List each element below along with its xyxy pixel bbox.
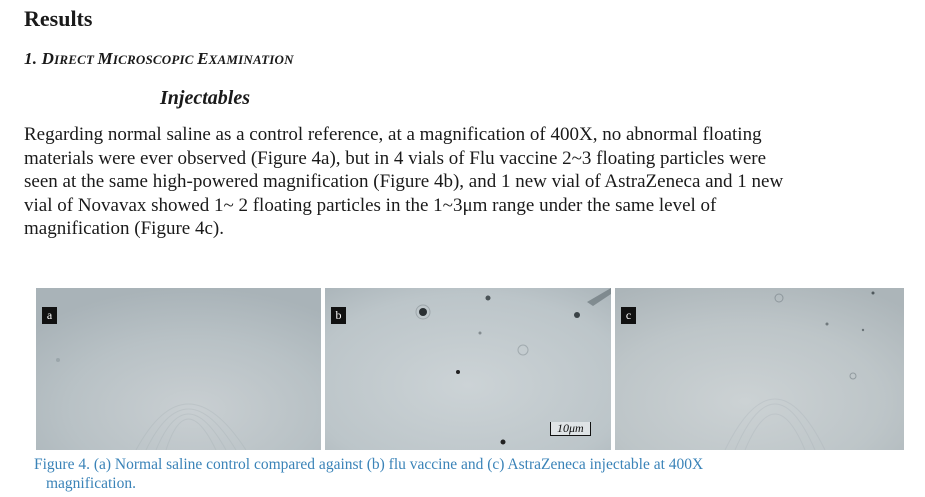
micrograph-panel-c (615, 288, 904, 450)
paragraph-line: Regarding normal saline as a control reference, at a magnification of 400X, no abnormal floating (24, 124, 762, 145)
caption-line: Figure 4. (a) Normal saline control compared against (b) flu vaccine and (c) AstraZeneca injectable at 400X (34, 456, 704, 473)
caption-line: magnification. (46, 475, 136, 492)
micrograph-c-image (615, 288, 904, 450)
panel-label: b (331, 307, 346, 324)
section-subheading: 1. DIRECT MICROSCOPIC EXAMINATION (24, 49, 294, 68)
micrograph-panel-a (36, 288, 321, 450)
results-paragraph (24, 123, 919, 241)
panel-label: c (621, 307, 636, 324)
injectables-subheading: Injectables (160, 87, 250, 109)
paragraph-line: magnification (Figure 4c). (24, 218, 224, 239)
scale-bar: 10μm (550, 422, 591, 436)
paragraph-line: seen at the same high-powered magnification (Figure 4b), and 1 new vial of AstraZeneca and 1 new (24, 171, 784, 192)
panel-label: a (42, 307, 57, 324)
micrograph-a-image (36, 288, 321, 450)
paragraph-line: vial of Novavax showed 1~ 2 floating particles in the 1~3μm range under the same level of (24, 194, 717, 216)
micrograph-panel-b (325, 288, 611, 450)
paragraph-line: materials were ever observed (Figure 4a), but in 4 vials of Flu vaccine 2~3 floating particles were (24, 147, 767, 169)
figure-caption (34, 455, 864, 493)
results-heading: Results (24, 6, 93, 31)
figure-4 (36, 288, 904, 450)
